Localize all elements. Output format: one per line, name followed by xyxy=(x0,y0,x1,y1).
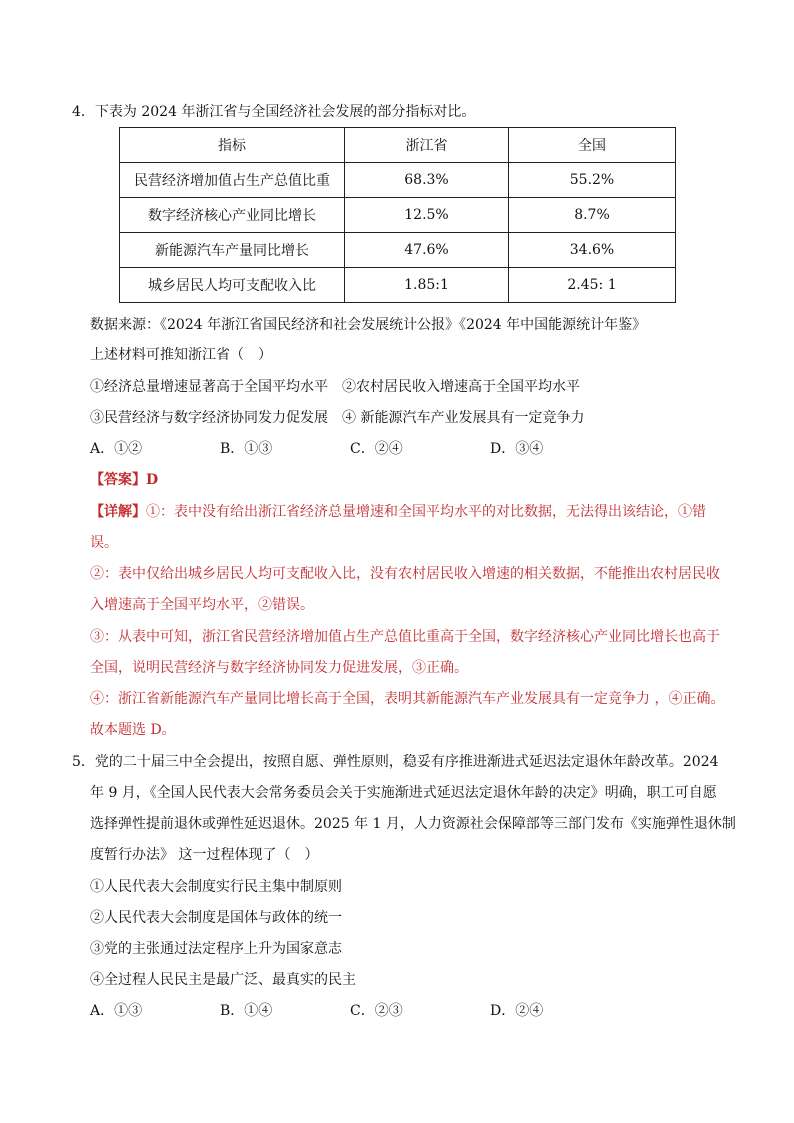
q4-answer: 【答案】D xyxy=(90,472,159,488)
q5-option-b[interactable]: B．①④ xyxy=(220,1003,273,1019)
q4-statements-line-2: ③民营经济与数字经济协同发力促发展 ④ 新能源汽车产业发展具有一定竞争力 xyxy=(90,410,585,426)
q5-option-d[interactable]: D．②④ xyxy=(490,1003,544,1019)
comparison-table xyxy=(119,127,676,303)
q4-detail-line-8: 故本题选 D。 xyxy=(90,722,176,738)
q4-detail-line-4: 入增速高于全国平均水平，②错误。 xyxy=(90,597,314,613)
table-row xyxy=(120,163,676,198)
q4-detail-line-6: 全国，说明民营经济与数字经济协同发力促进发展，③正确。 xyxy=(90,660,468,676)
q5-stem-line-2: 年 9 月，《全国人民代表大会常务委员会关于实施渐进式延迟法定退休年龄的决定》明确，职工可自愿 xyxy=(90,785,717,801)
detail-text: ①：表中没有给出浙江省经济总量增速和全国平均水平的对比数据，无法得出该结论，①错 xyxy=(146,504,706,520)
table-row xyxy=(120,198,676,233)
q4-question: 上述材料可推知浙江省（ ） xyxy=(90,347,272,363)
table-cell: 数字经济核心产业同比增长 xyxy=(120,198,345,233)
q5-option-c[interactable]: C．②③ xyxy=(350,1003,403,1019)
table-cell: 34.6% xyxy=(509,233,676,268)
q5-options xyxy=(90,1001,543,1021)
q5-stem-line-4: 度暂行办法》 这一过程体现了（ ） xyxy=(90,847,319,863)
q4-detail-line-1 xyxy=(90,502,706,522)
q4-option-c[interactable]: C．②④ xyxy=(350,441,403,457)
q4-option-d[interactable]: D．③④ xyxy=(490,441,544,457)
q5-statement-2: ②人民代表大会制度是国体与政体的统一 xyxy=(90,910,342,926)
table-cell: 新能源汽车产量同比增长 xyxy=(120,233,345,268)
table-cell: 47.6% xyxy=(345,233,509,268)
data-source: 数据来源：《2024 年浙江省国民经济和社会发展统计公报》《2024 年中国能源统计年鉴》 xyxy=(90,317,647,333)
q4-option-a[interactable]: A．①② xyxy=(90,441,143,457)
table-cell: 2.45: 1 xyxy=(509,268,676,303)
table-cell: 8.7% xyxy=(509,198,676,233)
q4-stem: 4．下表为 2024 年浙江省与全国经济社会发展的部分指标对比。 xyxy=(72,104,476,120)
detail-tag: 【详解】 xyxy=(90,504,146,520)
q5-statement-4: ④全过程人民民主是最广泛、最真实的民主 xyxy=(90,972,356,988)
table-cell: 12.5% xyxy=(345,198,509,233)
table-cell: 1.85:1 xyxy=(345,268,509,303)
q5-option-a[interactable]: A．①③ xyxy=(90,1003,143,1019)
q5-statement-1: ①人民代表大会制度实行民主集中制原则 xyxy=(90,879,342,895)
table-header-cell: 全国 xyxy=(509,128,676,163)
q5-statement-3: ③党的主张通过法定程序上升为国家意志 xyxy=(90,941,342,957)
table-header-cell: 浙江省 xyxy=(345,128,509,163)
q4-detail-line-5: ③：从表中可知，浙江省民营经济增加值占生产总值比重高于全国，数字经济核心产业同比增长也高于 xyxy=(90,629,720,645)
table-cell: 城乡居民人均可支配收入比 xyxy=(120,268,345,303)
q4-detail-line-2: 误。 xyxy=(90,535,118,551)
table-header-cell: 指标 xyxy=(120,128,345,163)
table-cell: 民营经济增加值占生产总值比重 xyxy=(120,163,345,198)
q5-stem-line-3: 选择弹性提前退休或弹性延迟退休。2025 年 1 月，人力资源社会保障部等三部门发布《实施弹性退休制 xyxy=(90,816,736,832)
q5-stem-line-1: 5．党的二十届三中全会提出，按照自愿、弹性原则，稳妥有序推进渐进式延迟法定退休年龄改革。2024 xyxy=(72,754,719,770)
q4-option-b[interactable]: B．①③ xyxy=(220,441,273,457)
table-header-row xyxy=(120,128,676,163)
q4-statements-line-1: ①经济总量增速显著高于全国平均水平 ②农村居民收入增速高于全国平均水平 xyxy=(90,379,580,395)
q4-detail-line-7: ④：浙江省新能源汽车产量同比增长高于全国，表明其新能源汽车产业发展具有一定竞争力 ，④正确。 xyxy=(90,691,725,707)
table-cell: 55.2% xyxy=(509,163,676,198)
q4-detail-line-3: ②：表中仅给出城乡居民人均可支配收入比，没有农村居民收入增速的相关数据，不能推出农村居民收 xyxy=(90,566,720,582)
table-row xyxy=(120,233,676,268)
q4-options xyxy=(90,439,543,459)
table-cell: 68.3% xyxy=(345,163,509,198)
table-row xyxy=(120,268,676,303)
